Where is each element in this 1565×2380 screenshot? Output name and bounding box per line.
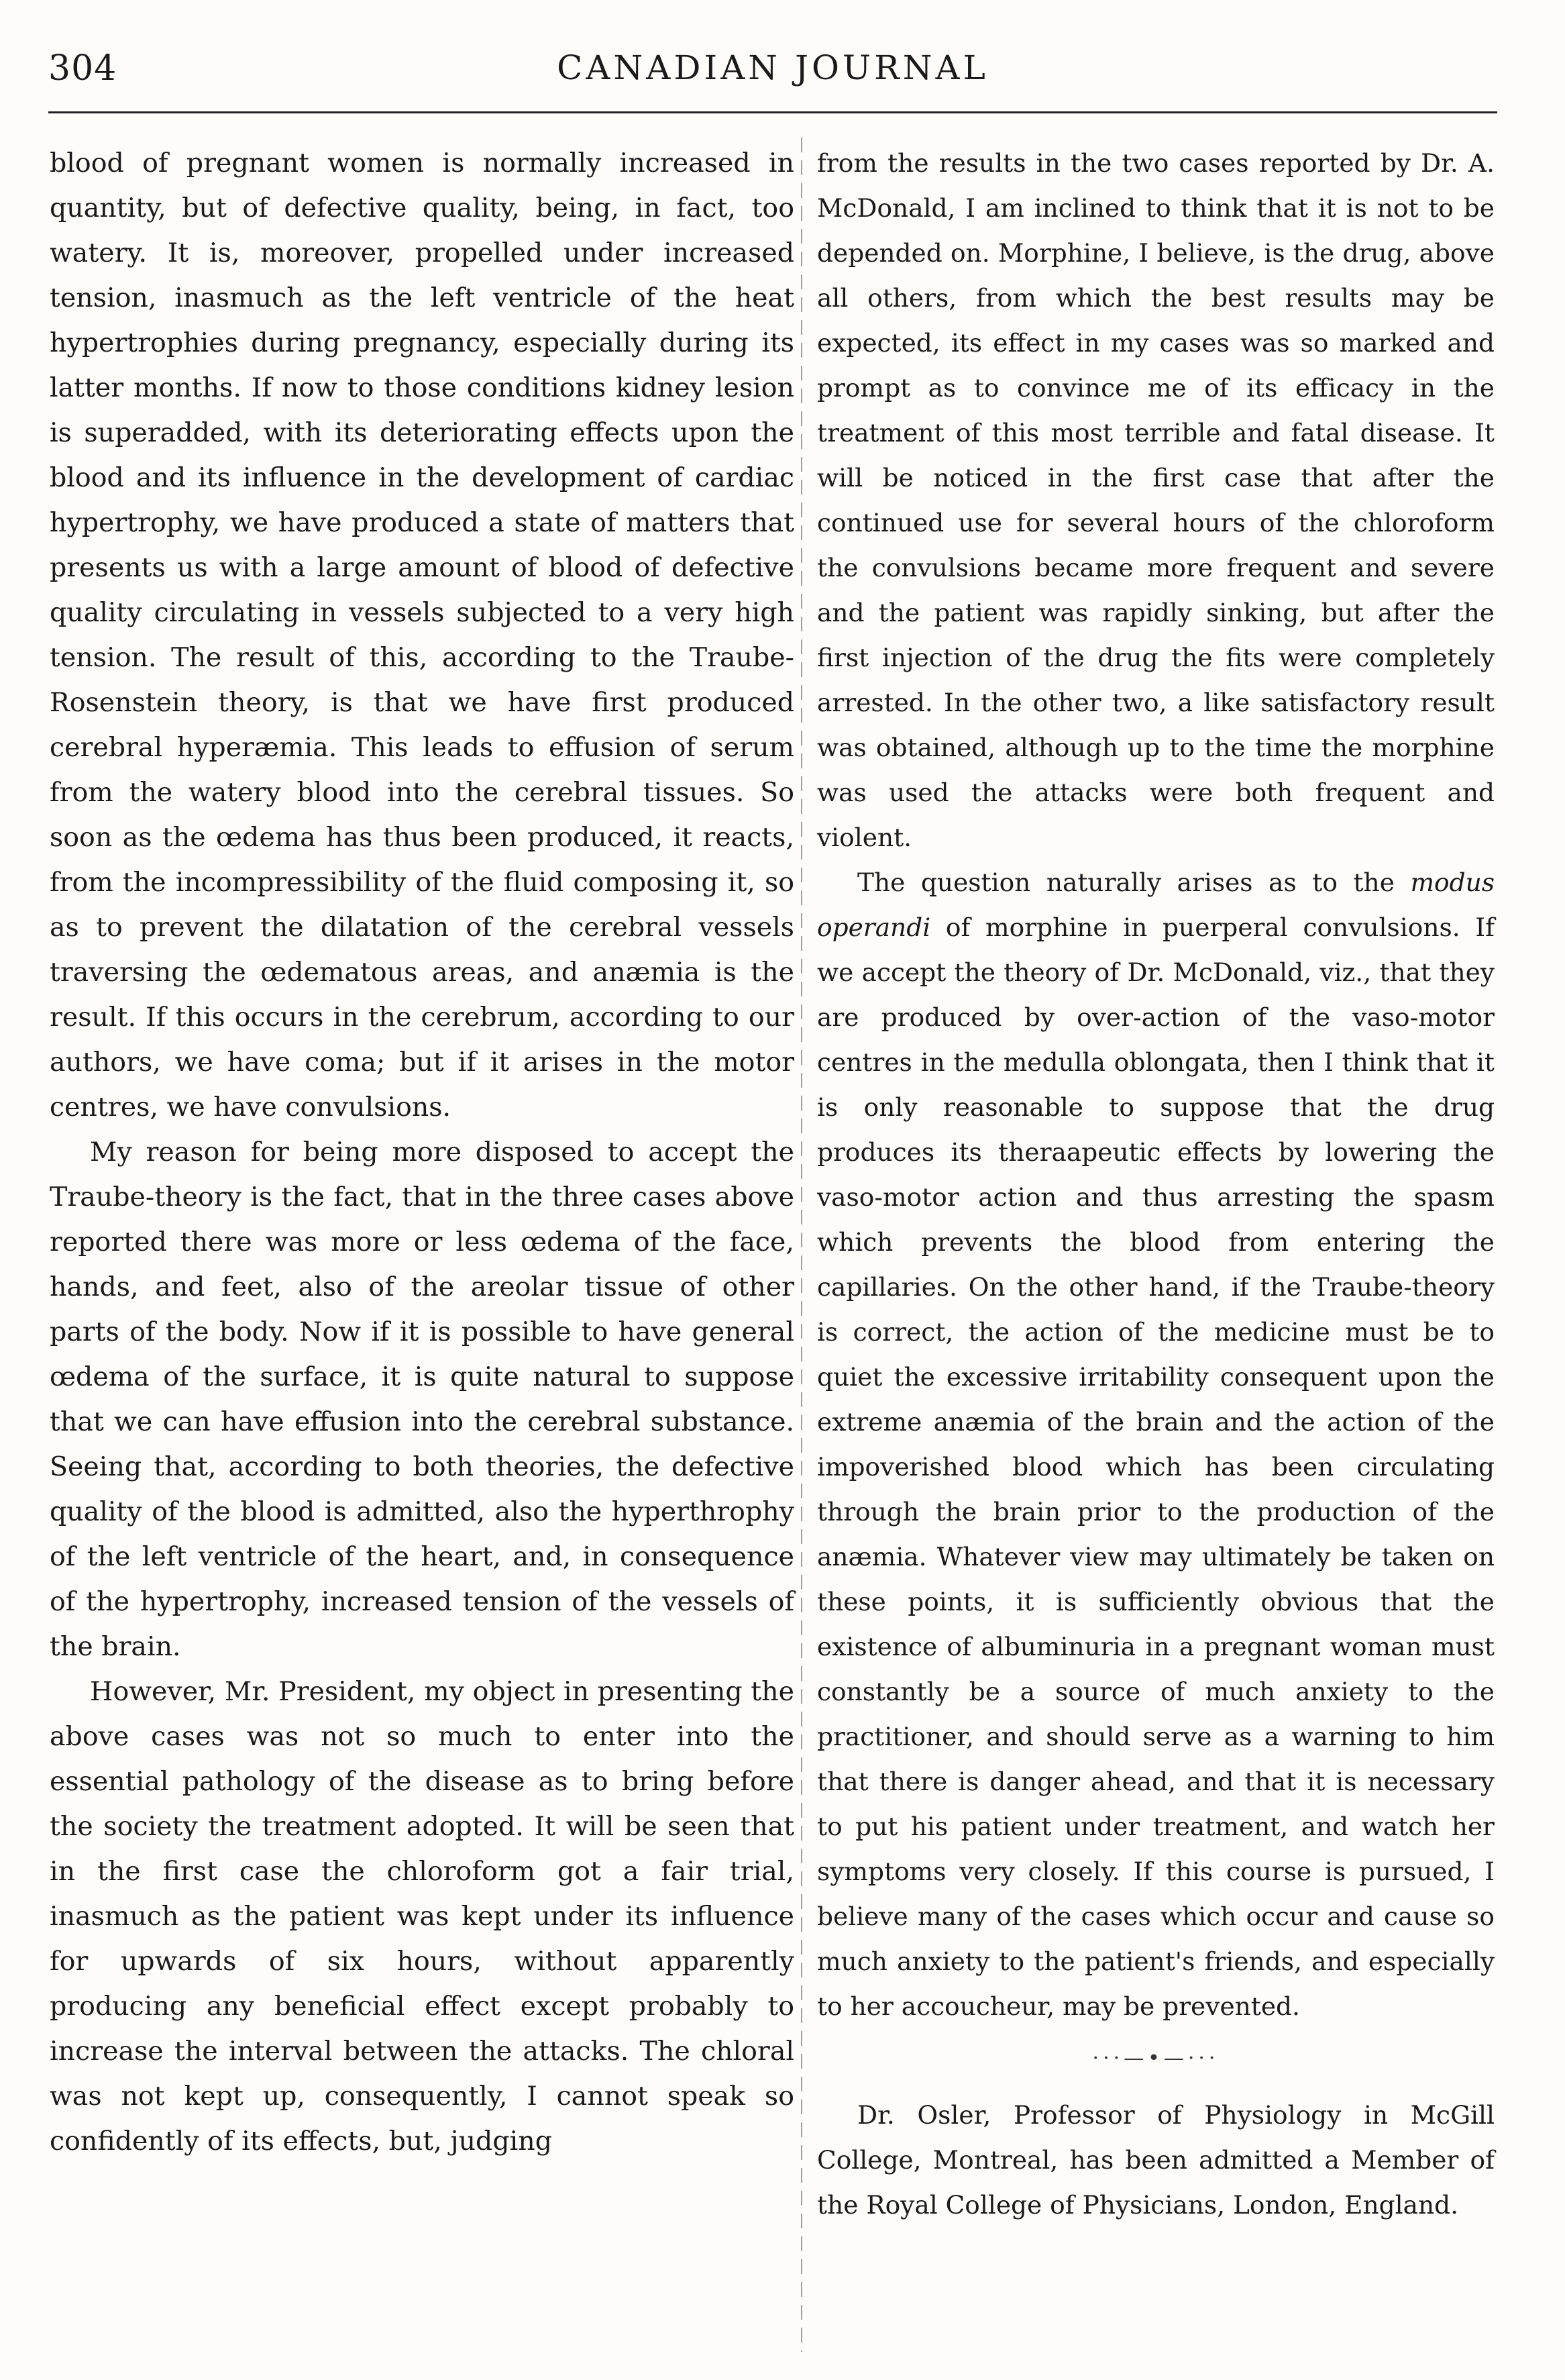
running-title: CANADIAN JOURNAL [557, 48, 989, 87]
right-column [817, 141, 1495, 2228]
left-paragraph-3: However, Mr. President, my object in presenting the above cases was not so much to enter into the essential pathology of the disease as to bring before the society the treatment adopted. It will be seen that in the first case the chloroform got a fair trial, inasmuch as the patient was kept under its influence for upwards of six hours, without apparently producing any beneficial effect except probably to increase the interval between the attacks. The chloral was not kept up, consequently, I cannot speak so confidently of its effects, but, judging [50, 1676, 794, 2157]
left-column [50, 141, 794, 2164]
section-ornament: ···—•—··· [1092, 2047, 1220, 2070]
modus-operandi-italic: modus operandi [817, 868, 1495, 942]
right-paragraph-3: Dr. Osler, Professor of Physiology in McGill College, Montreal, has been admitted a Member of the Royal College of Physicians, London, England. [817, 2100, 1495, 2220]
right-paragraph-2 [817, 860, 1495, 2029]
left-paragraph-1: blood of pregnant women is normally increased in quantity, but of defective quality, being, in fact, too watery. It is, moreover, propelled under increased tension, inasmuch as the left ventricle of the heat hypertrophies during pregnancy, especially during its latter months. If now to those conditions kidney lesion is superadded, with its deteriorating effects upon the blood and its influence in the development of cardiac hypertrophy, we have produced a state of matters that presents us with a large amount of blood of defective quality circulating in vessels subjected to a very high tension. The result of this, according to the Traube-Rosenstein theory, is that we have first produced cerebral hyperæmia. This leads to effusion of serum from the watery blood into the cerebral tissues. So soon as the œdema has thus been produced, it reacts, from the incompressibility of the fluid composing it, so as to prevent the dilatation of the cerebral vessels traversing the œdematous areas, and anæmia is the result. If this occurs in the cerebrum, according to our authors, we have coma; but if it arises in the motor centres, we have convulsions. [50, 148, 794, 1123]
right-paragraph-2-start: The question naturally arises as to the [857, 868, 1411, 897]
right-paragraph-2-rest: of morphine in puerperal convulsions. If we accept the theory of Dr. McDonald, viz., that they are produced by over-action of the vaso-motor centres in the medulla oblongata, then I think that it is only reasonable to suppose that the drug produces its theraapeutic effects by lowering the vaso-motor action and thus arresting the spasm which prevents the blood from entering the capillaries. On the other hand, if the Traube-theory is correct, the action of the medicine must be to quiet the excessive irritability consequent upon the extreme anæmia of the brain and the action of the impoverished blood which has been circulating through the brain prior to the production of the anæmia. Whatever view may ultimately be taken on these points, it is sufficiently obvious that the existence of albuminuria in a pregnant woman must constantly be a source of much anxiety to the practitioner, and should serve as a warning to him that there is danger ahead, and that it is necessary to put his patient under treatment, and watch her symptoms very closely. If this course is pursued, I believe many of the cases which occur and cause so much anxiety to the patient's friends, and especially to her accoucheur, may be prevented. [817, 913, 1495, 2021]
page-header [48, 48, 1497, 102]
header-rule [48, 111, 1497, 113]
left-paragraph-2: My reason for being more disposed to accept the Traube-theory is the fact, that in the three cases above reported there was more or less œdema of the face, hands, and feet, also of the areolar tissue of other parts of the body. Now if it is possible to have general œdema of the surface, it is quite natural to suppose that we can have effusion into the cerebral substance. Seeing that, according to both theories, the defective quality of the blood is admitted, also the hyperthrophy of the left ventricle of the heart, and, in consequence of the hypertrophy, increased tension of the vessels of the brain. [50, 1137, 794, 1662]
column-divider [801, 138, 802, 2352]
page-number: 304 [48, 48, 117, 89]
right-paragraph-1: from the results in the two cases reported by Dr. A. McDonald, I am inclined to think that it is not to be depended on. Morphine, I believe, is the drug, above all others, from which the best results may be expected, its effect in my cases was so marked and prompt as to convince me of its efficacy in the treatment of this most terrible and fatal disease. It will be noticed in the first case that after the continued use for several hours of the chloroform the convulsions became more frequent and severe and the patient was rapidly sinking, but after the first injection of the drug the fits were completely arrested. In the other two, a like satisfactory result was obtained, although up to the time the morphine was used the attacks were both frequent and violent. [817, 148, 1495, 852]
